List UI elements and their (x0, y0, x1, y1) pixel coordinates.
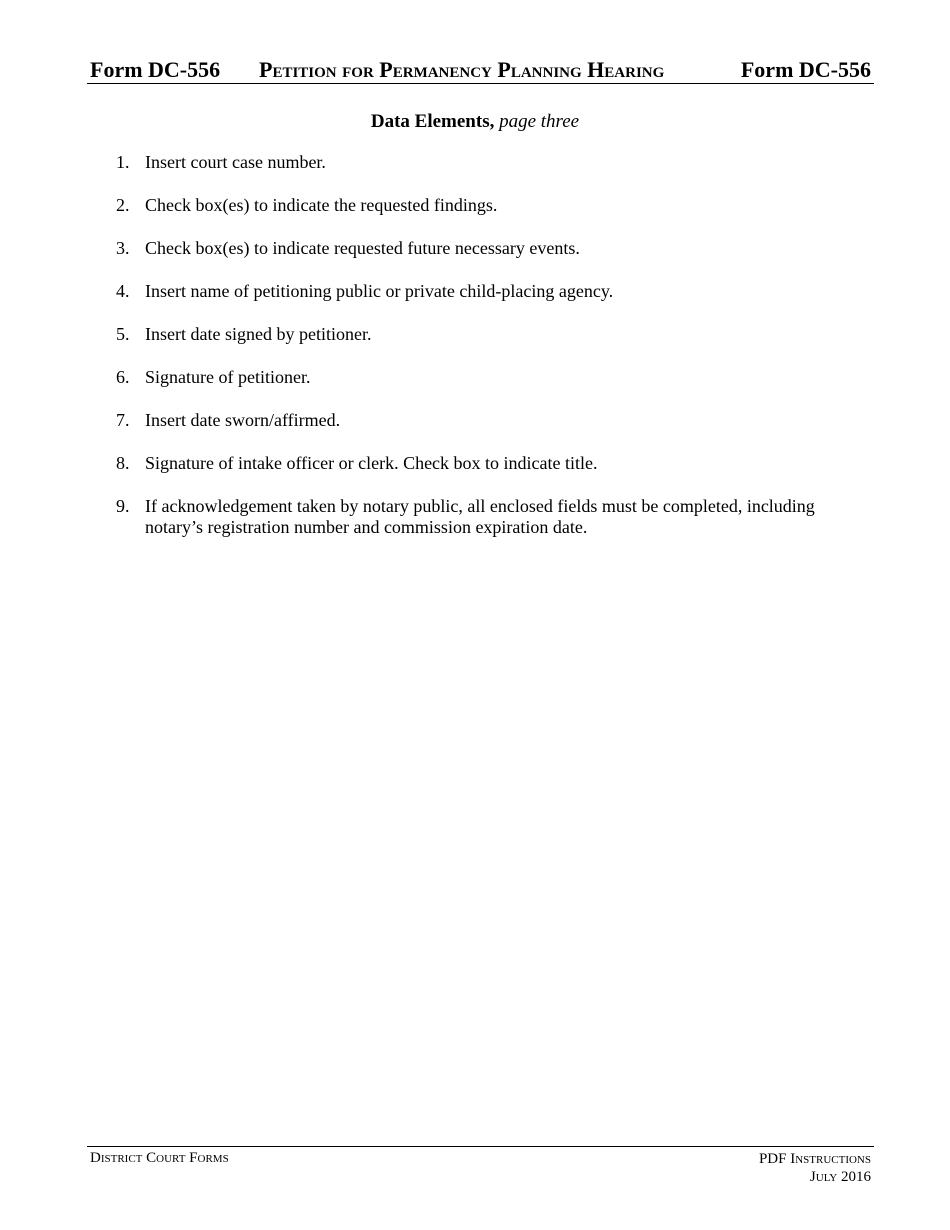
form-number-left: Form DC-556 (90, 57, 221, 82)
item-text: If acknowledgement taken by notary public, all enclosed fields must be completed, including notary’s registration number and commission expiration date. (145, 496, 815, 537)
item-text: Insert date signed by petitioner. (145, 324, 372, 344)
item-number: 2. (116, 195, 130, 215)
form-number-right: Form DC-556 (740, 57, 871, 82)
item-text: Insert court case number. (145, 152, 326, 172)
list-item (110, 453, 850, 474)
list-item (110, 281, 850, 302)
footer-right-line1: PDF Instructions (758, 1151, 871, 1167)
document-title: Petition for Permanency Planning Hearing (259, 57, 665, 82)
item-number: 5. (116, 324, 130, 344)
list-item (110, 410, 850, 431)
item-text: Check box(es) to indicate requested future necessary events. (145, 238, 580, 258)
list-item (110, 496, 850, 538)
item-text: Insert date sworn/affirmed. (145, 410, 341, 430)
page-header (87, 55, 874, 84)
item-text: Insert name of petitioning public or private child-placing agency. (145, 281, 614, 301)
item-number: 7. (116, 410, 130, 430)
section-heading-bold: Data Elements, (370, 111, 495, 132)
page-footer (87, 1146, 874, 1185)
section-heading-page: page three (499, 111, 580, 132)
footer-right (759, 1150, 871, 1186)
data-elements-list (110, 152, 850, 538)
item-number: 3. (116, 238, 130, 258)
item-number: 9. (116, 496, 130, 516)
item-text: Signature of petitioner. (145, 367, 311, 387)
footer-right-line2: July 2016 (809, 1169, 871, 1185)
footer-left: District Court Forms (90, 1150, 229, 1166)
list-item (110, 238, 850, 259)
item-number: 8. (116, 453, 130, 473)
item-text: Signature of intake officer or clerk. Check box to indicate title. (145, 453, 598, 473)
list-item (110, 324, 850, 345)
list-item (110, 367, 850, 388)
item-number: 1. (116, 152, 130, 172)
section-heading (0, 111, 950, 133)
item-number: 6. (116, 367, 130, 387)
item-text: Check box(es) to indicate the requested findings. (145, 195, 498, 215)
list-item (110, 152, 850, 173)
item-number: 4. (116, 281, 130, 301)
list-item (110, 195, 850, 216)
